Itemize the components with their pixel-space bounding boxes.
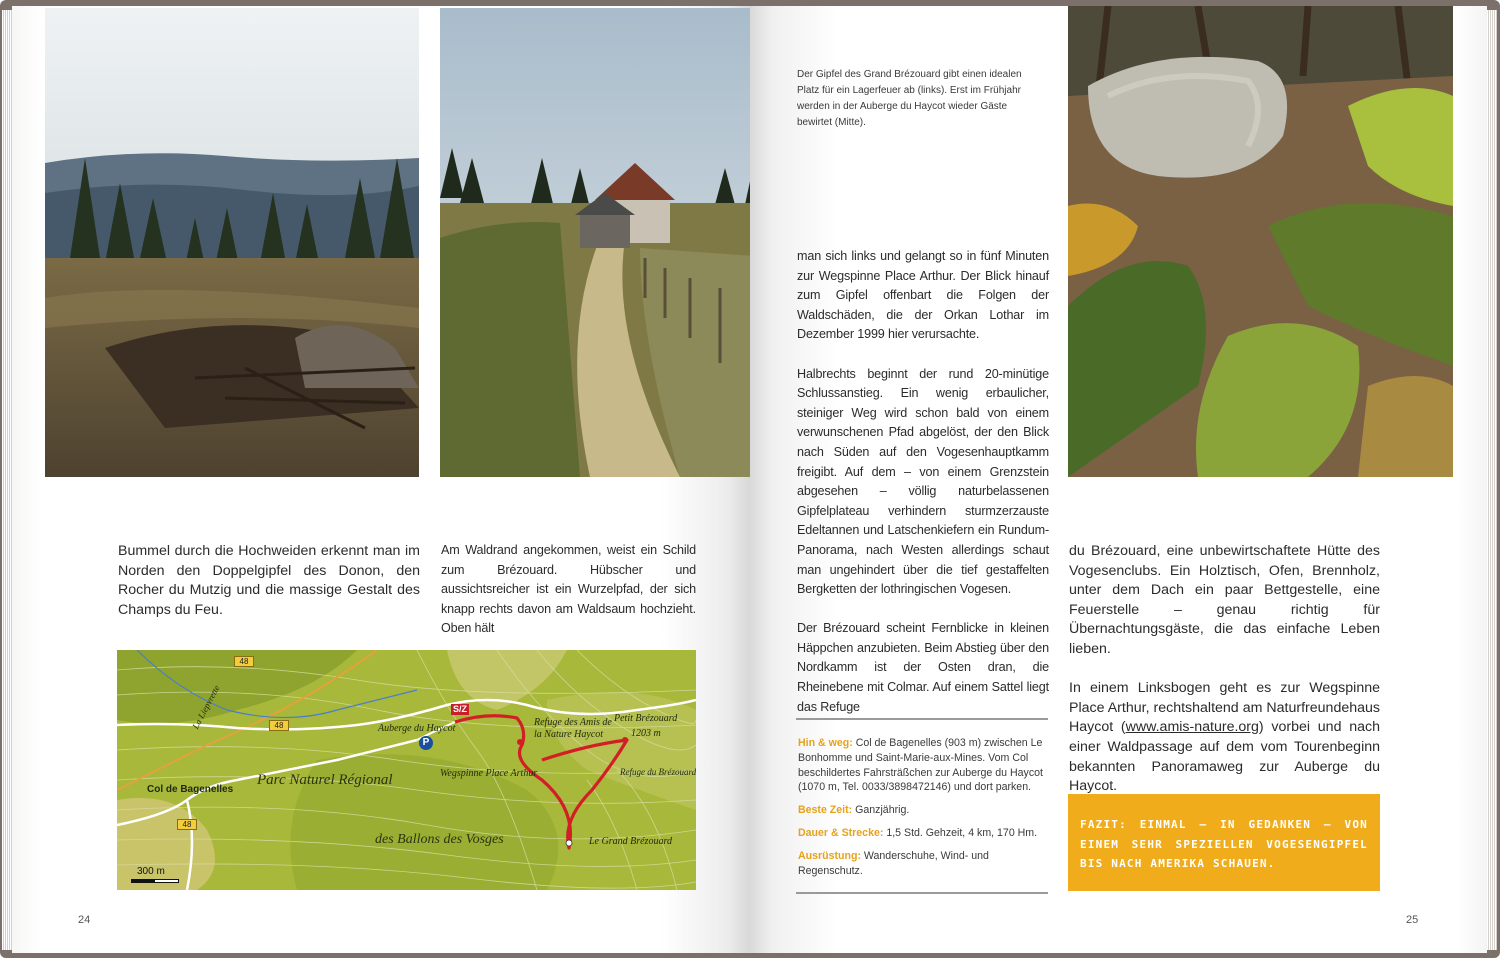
page-number-left: 24 [78,914,91,926]
map-scale-label: 300 m [137,866,165,877]
map-label-auberge: Auberge du Haycot [378,723,456,734]
parking-icon: P [419,736,433,750]
map-scale-bar [131,879,179,883]
info-label: Hin & weg: [798,737,853,749]
info-text: 1,5 Std. Gehzeit, 4 km, 170 Hm. [886,826,1038,839]
info-row-dauer [798,826,1048,841]
map-label-elevation: 1203 m [631,728,661,739]
info-row-ausruestung [798,849,1048,879]
website-link[interactable]: www.amis-nature.org [1125,719,1259,736]
map-label-refuge-amis: Refuge des Amis de la Nature Haycot [534,717,612,740]
right-col2-paragraph-1: du Brézouard, eine unbewirtschaftete Hütte des Vogesenclubs. Ein Holztisch, Ofen, Brennholz, unter dem Dach ein paar Bettgestelle, eine Feuerstelle – genau richtig für Übernachtungsgäste, die das einfache Leben lieben. [1069,543,1380,657]
map-label-stream: La Liepvrette [190,683,222,731]
route-map [117,650,696,890]
info-row-beste-zeit [798,803,1048,818]
photo-auberge-path [440,8,783,477]
page-edges-left [2,10,12,950]
road-number-48: 48 [177,819,197,830]
map-label-park-line1: Parc Naturel Régional [257,772,393,788]
map-label-grand-brezouard: Le Grand Brézouard [589,836,672,847]
photo-caption: Der Gipfel des Grand Brézouard gibt einen idealen Platz für ein Lagerfeuer ab (links). Erst im Frühjahr werden in der Auberge du Haycot wieder Gäste bewirtet (Mitte). [797,69,1022,128]
info-label: Ausrüstung: [798,849,861,862]
right-col1-paragraph-3: Der Brézouard scheint Fernblicke in kleinen Häppchen anzubieten. Beim Abstieg über den Nordkamm ist der Osten dran, die Rheinebene mit Colmar. Auf einem Sattel liegt das Refuge [797,621,1049,714]
map-terrain [117,650,696,890]
road-number-48: 48 [269,720,289,731]
right-col2-paragraph-2-end: ) vorbei und nach einer Waldpassage auf dem vom Tourenbeginn bekannten Panoramaweg zur Auberge du Haycot. [1069,719,1380,795]
map-label-park-line2: des Ballons des Vosges [375,832,504,847]
page-edges-right [1487,10,1497,950]
info-label: Beste Zeit: [798,804,853,817]
info-text: Wanderschuhe, Wind- und Regenschutz. [798,849,989,877]
photo-summit-rocks [1068,6,1453,477]
map-label-petit-brezouard: Petit Brézouard [614,713,678,724]
photo-summit-clearing [45,8,419,477]
map-label-wegspinne: Wegspinne Place Arthur [440,768,538,779]
info-row-hin-weg [798,736,1048,795]
map-label-col: Col de Bagenelles [147,784,234,795]
right-column-1-text [797,247,1049,717]
left-column-2-text: Am Waldrand angekommen, weist ein Schild zum Brézouard. Hübscher und aussichtsreicher ist ein Wurzelpfad, der sich knapp rechts davon am Waldsaum hochzieht. Oben hält [441,543,696,636]
right-col2-paragraph-2-start: In einem Linksbogen geht es zur Wegspinne Place Arthur, rechtshaltend am Naturfreundehaus Haycot ( [1069,680,1380,736]
start-finish-marker: S/Z [453,704,468,714]
right-col2-paragraph-2 [1069,679,1380,797]
info-label: Dauer & Strecke: [798,826,884,839]
right-col1-paragraph-1: man sich links und gelangt so in fünf Minuten zur Wegspinne Place Arthur. Der Blick hinauf zum Gipfel offenbart die Folgen der Waldschäden, die der Orkan Lothar im Dezember 1999 hier verursachte. [797,249,1049,342]
info-text: Ganzjährig. [855,804,910,817]
tour-info-box [796,718,1048,894]
road-number-48: 48 [234,656,254,667]
page-number-right: 25 [1406,914,1419,926]
info-text: Col de Bagenelles (903 m) zwischen Le Bonhomme und Saint-Marie-aux-Mines. Vom Col beschildertes Fahrsträßchen zur Auberge du Haycot (1070 m, Tel. 0033/3898472146) und dort parken. [798,737,1043,794]
right-col1-paragraph-2: Halbrechts beginnt der rund 20-minütige Schlussanstieg. Ein wenig erbaulicher, steiniger Weg wird schon bald von einem verwunschenen Pfad abgelöst, der den Blick nach Süden auf den Vogesenhauptkamm freigibt. Auf dem – von einem Grenzstein abgesehen – völlig naturbelassenen Gipfelplateau verhindern sturmzerzauste Edeltannen und Latschenkiefern ein Rundum-Panorama, nach Westen allerdings schaut man ungehindert über die tief gestaffelten Bergketten der lothringischen Vogesen. [797,366,1049,597]
left-column-1-text: Bummel durch die Hochweiden erkennt man im Norden den Doppelgipfel des Donon, den Rocher du Mutzig und die massige Gestalt des Champs du Feu. [118,543,420,618]
map-label-refuge-brezouard: Refuge du Brézouard [620,767,696,777]
right-column-2-text [1069,542,1380,797]
fazit-box: FAZIT: EINMAL – IN GEDANKEN – VON EINEM SEHR SPEZIELLEN VOGESENGIPFEL BIS NACH AMERIKA SCHAUEN. [1068,794,1380,891]
info-rule-bottom [796,892,1048,894]
